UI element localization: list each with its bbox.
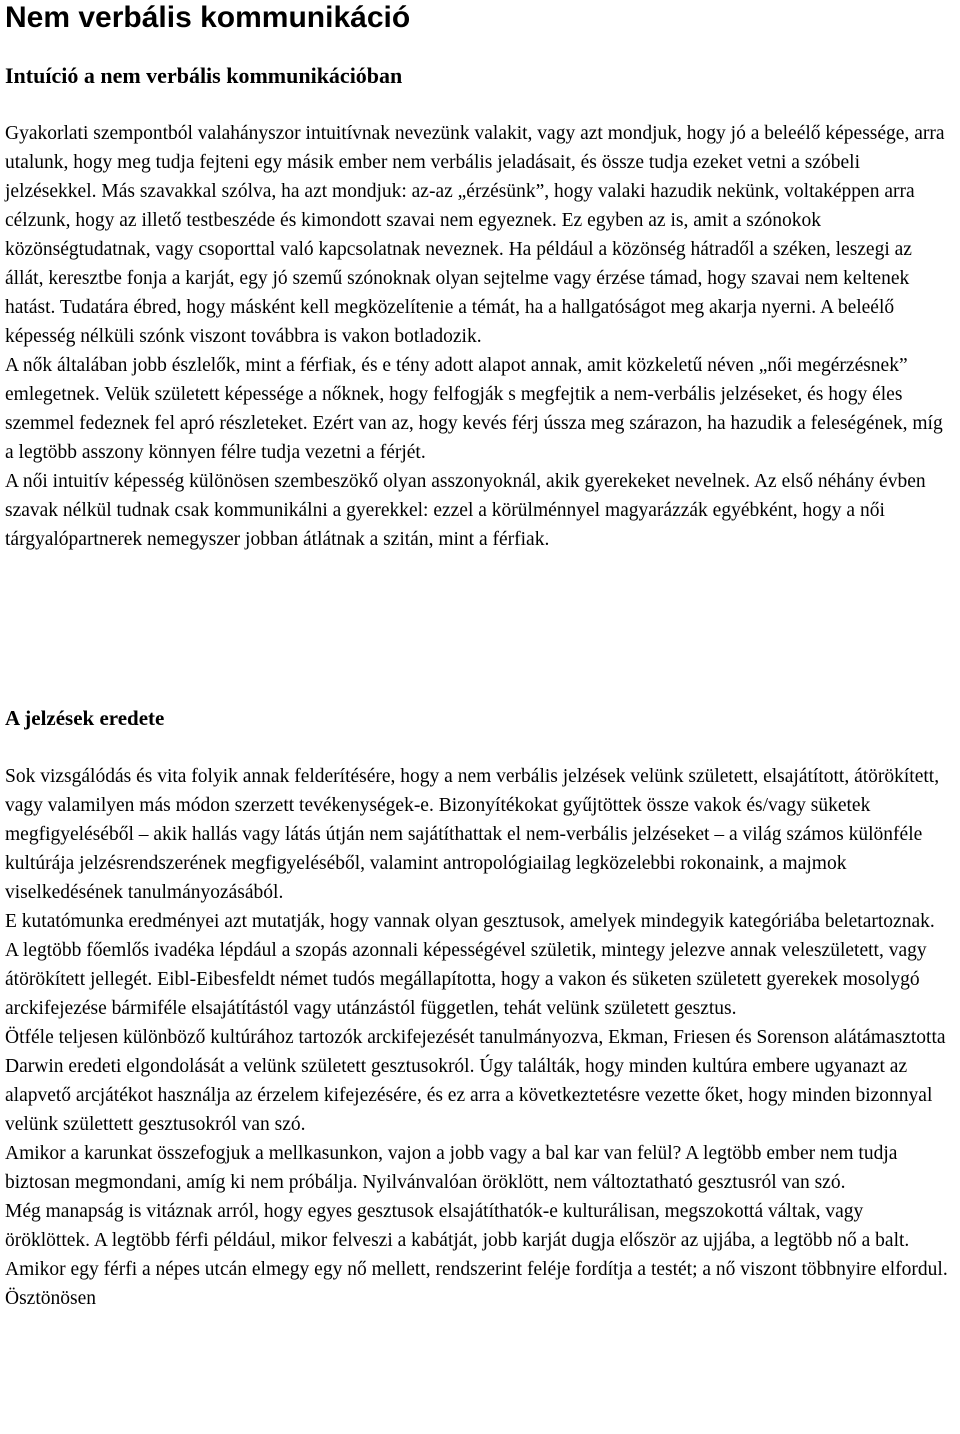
paragraph: E kutatómunka eredményei azt mutatják, hogy vannak olyan gesztusok, amelyek mindegyik kategóriába beletartoznak. A legtöbb főemlős ivadéka lépdául a szopás azonnali képességével születik, mintegy jelezve annak veleszületett, vagy átörökített jellegét. Eibl-Eibesfeldt német tudós megállapította, hogy a vakon és süketen született gyerekek mosolygó arckifejezése bármiféle elsajátítástól vagy utánzástól független, tehát velünk született gesztus. — [5, 911, 935, 1019]
paragraph: Amikor a karunkat összefogjuk a mellkasunkon, vajon a jobb vagy a bal kar van felül? A legtöbb ember nem tudja biztosan megmondani, amíg ki nem próbálja. Nyilvánvalóan öröklött, nem változtatható gesztusról van szó. — [5, 1143, 898, 1193]
section-heading-origin: A jelzések eredete — [5, 706, 165, 730]
paragraph: Sok vizsgálódás és vita folyik annak felderítésére, hogy a nem verbális jelzések velünk született, elsajátított, átörökített, vagy valamilyen más módon szerzett tevékenységek-e. Bizonyítékokat gyűjtöttek össze vakok és/vagy süketek megfigyeléséből – akik hallás vagy látás útján nem sajátíthattak el nem-verbális jelzéseket – a világ számos különféle kultúrája jelzésrendszerének megfigyeléséből, valamint antropológiailag legközelebbi rokonaink, a majmok viselkedésének tanulmányozásából. — [5, 766, 940, 903]
section-body-intuition — [5, 119, 950, 554]
paragraph: Még manapság is vitáznak arról, hogy egyes gesztusok elsajátíthatók-e kulturálisan, megszokottá váltak, vagy öröklöttek. A legtöbb férfi például, mikor felveszi a kabátját, jobb karját dugja először az ujjába, a legtöbb nő a balt. Amikor egy férfi a népes utcán elmegy egy nő mellett, rendszerint feléje fordítja a testét; a nő viszont többnyire elfordul. Ösztönösen — [5, 1201, 948, 1309]
paragraph: A nők általában jobb észlelők, mint a férfiak, és e tény adott alapot annak, amit közkeletű néven „női megérzésnek” emlegetnek. Velük született képessége a nőknek, hogy felfogják s megfejtik a nem-verbális jelzéseket, és hogy éles szemmel fedeznek fel apró részleteket. Ezért van az, hogy kevés férj ússza meg szárazon, ha hazudik a feleségének, míg a legtöbb asszony könnyen félre tudja vezetni a férjét. — [5, 355, 943, 463]
section-heading-intuition: Intuíció a nem verbális kommunikációban — [5, 63, 403, 88]
paragraph: A női intuitív képesség különösen szembeszökő olyan asszonyoknál, akik gyerekeket nevelnek. Az első néhány évben szavak nélkül tudnak csak kommunikálni a gyerekkel: ezzel a körülménnyel magyarázzák egyébként, hogy a női tárgyalópartnerek nemegyszer jobban átlátnak a szitán, mint a férfiak. — [5, 471, 926, 550]
paragraph: Gyakorlati szempontból valahányszor intuitívnak nevezünk valakit, vagy azt mondjuk, hogy jó a beleélő képessége, arra utalunk, hogy meg tudja fejteni egy másik ember nem verbális jeladásait, és össze tudja ezeket vetni a szóbeli jelzésekkel. Más szavakkal szólva, ha azt mondjuk: az-az „érzésünk”, hogy valaki hazudik nekünk, voltaképpen arra célzunk, hogy az illető testbeszéde és kimondott szavai nem egyeznek. Ez egyben az is, amit a szónokok közönségtudatnak, vagy csoporttal való kapcsolatnak neveznek. Ha például a közönség hátradől a széken, leszegi az állát, keresztbe fonja a karját, egy jó szemű szónoknak olyan sejtelme vagy érzése támad, hogy szavai nem keltenek hatást. Tudatára ébred, hogy másként kell megközelítenie a témát, ha a hallgatóságot meg akarja nyerni. A beleélő képesség nélküli szónk viszont továbbra is vakon botladozik. — [5, 123, 945, 347]
document-title: Nem verbális kommunikáció — [5, 1, 411, 34]
section-body-origin — [5, 762, 950, 1313]
paragraph: Ötféle teljesen különböző kultúrához tartozók arckifejezését tanulmányozva, Ekman, Friesen és Sorenson alátámasztotta Darwin eredeti elgondolását a velünk született gesztusokról. Úgy találták, hogy minden kultúra embere ugyanazt az alapvető arcjátékot használja az érzelem kifejezésére, és ez arra a következtetésre vezette őket, hogy minden bizonnyal velünk születtett gesztusokról van szó. — [5, 1027, 946, 1135]
